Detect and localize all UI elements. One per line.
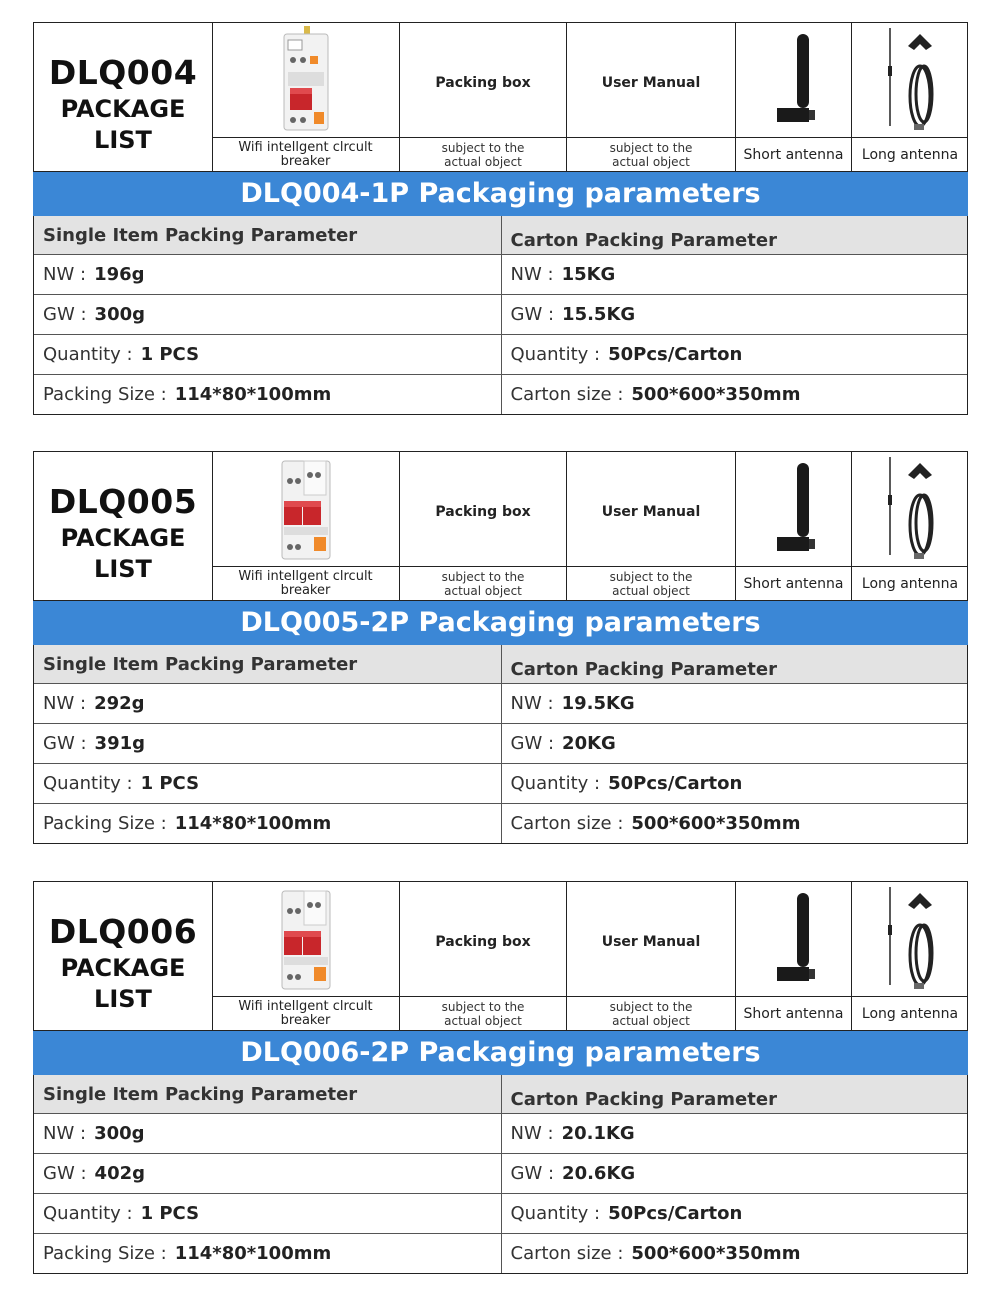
item-caption: [400, 566, 566, 600]
carton-cell: [501, 804, 968, 843]
item-caption: [400, 137, 566, 171]
single-item-header: Single Item Packing Parameter: [43, 224, 358, 246]
note-line: subject to the: [441, 569, 525, 584]
param-label: Quantity :: [510, 773, 601, 794]
carton-cell: [501, 375, 968, 414]
note-line: subject to the: [441, 999, 525, 1014]
package-list-table: [33, 22, 968, 172]
item-caption: Wifi intellgent clrcult breaker: [212, 566, 399, 600]
item-caption: Wifi intellgent clrcult breaker: [212, 996, 399, 1030]
item-caption: [567, 566, 735, 600]
note-line: actual object: [444, 583, 522, 598]
model-name: DLQ005: [48, 482, 198, 521]
package-list-table: [33, 881, 968, 1031]
param-value: 50Pcs/Carton: [608, 773, 743, 794]
param-label: GW :: [43, 733, 87, 754]
carton-cell: [501, 255, 968, 294]
table-row: [34, 334, 967, 374]
carton-header: Carton Packing Parameter: [501, 216, 968, 254]
param-label: NW :: [510, 1123, 554, 1144]
table-row: [34, 1113, 967, 1153]
user-manual-label: User Manual: [601, 504, 701, 520]
param-value: 292g: [94, 693, 145, 714]
param-label: Quantity :: [510, 1203, 601, 1224]
param-value: 1 PCS: [140, 773, 200, 794]
param-value: 15.5KG: [562, 304, 636, 325]
table-row: [34, 1193, 967, 1233]
package-word: PACKAGE: [60, 95, 186, 123]
table-row: [34, 1153, 967, 1193]
model-name: DLQ004: [48, 53, 198, 92]
note-line: subject to the: [609, 569, 693, 584]
table-header-row: [34, 1075, 967, 1113]
param-label: GW :: [510, 304, 555, 325]
param-value: 50Pcs/Carton: [608, 344, 743, 365]
item-caption: Wifi intellgent clrcult breaker: [212, 137, 399, 171]
short-antenna-image: [769, 889, 819, 989]
single-item-header: Single Item Packing Parameter: [43, 653, 358, 675]
packaging-parameters-banner: DLQ004-1P Packaging parameters: [33, 172, 968, 216]
packing-box-label: Packing box: [435, 934, 531, 950]
param-value: 15KG: [561, 264, 616, 285]
param-label: Packing Size :: [43, 384, 167, 405]
param-value: 20.1KG: [561, 1123, 635, 1144]
note-line: actual object: [444, 1013, 522, 1028]
single-item-cell: [34, 1194, 501, 1233]
item-caption: [567, 996, 735, 1030]
single-item-cell: [34, 804, 501, 843]
package-item-box: [400, 452, 567, 600]
packing-box-label: Packing box: [435, 504, 531, 520]
package-item-breaker: [212, 23, 400, 171]
param-label: Carton size :: [510, 1243, 624, 1264]
param-value: 402g: [94, 1163, 146, 1184]
list-word: LIST: [94, 985, 152, 1013]
circuit-breaker-image: [276, 26, 336, 134]
note-line: subject to the: [609, 140, 693, 155]
single-item-cell: [34, 684, 501, 723]
packaging-parameters-banner: DLQ006-2P Packaging parameters: [33, 1031, 968, 1075]
single-item-cell: [34, 255, 501, 294]
note-line: actual object: [612, 154, 690, 169]
package-section: [33, 881, 968, 1274]
carton-cell: [501, 1194, 968, 1233]
table-row: [34, 294, 967, 334]
carton-cell: [501, 295, 968, 334]
param-label: GW :: [510, 733, 555, 754]
item-caption: Short antenna: [736, 996, 851, 1030]
note-line: actual object: [612, 1013, 690, 1028]
param-label: Quantity :: [43, 773, 133, 794]
param-label: GW :: [510, 1163, 555, 1184]
package-list-title: [34, 23, 213, 171]
carton-cell: [501, 1114, 968, 1153]
long-antenna-image: [880, 455, 940, 563]
param-label: Carton size :: [510, 813, 624, 834]
package-item-long: [852, 23, 968, 171]
long-antenna-image: [880, 26, 940, 134]
circuit-breaker-image: [276, 885, 336, 993]
list-word: LIST: [94, 126, 152, 154]
param-value: 1 PCS: [140, 1203, 200, 1224]
param-label: GW :: [43, 304, 87, 325]
note-line: actual object: [444, 154, 522, 169]
package-item-manual: [567, 882, 736, 1030]
package-word: PACKAGE: [60, 954, 186, 982]
item-caption: Short antenna: [736, 566, 851, 600]
single-item-cell: [34, 295, 501, 334]
carton-cell: [501, 335, 968, 374]
package-item-breaker: [212, 452, 400, 600]
single-item-cell: [34, 375, 501, 414]
table-row: [34, 723, 967, 763]
package-list-table: [33, 451, 968, 601]
param-label: Carton size :: [510, 384, 624, 405]
item-caption: Short antenna: [736, 137, 851, 171]
packaging-parameters-table: [33, 1075, 968, 1274]
param-value: 500*600*350mm: [631, 1243, 801, 1264]
single-item-cell: [34, 335, 501, 374]
param-value: 19.5KG: [561, 693, 635, 714]
user-manual-label: User Manual: [601, 75, 701, 91]
table-row: [34, 1233, 967, 1273]
param-value: 50Pcs/Carton: [608, 1203, 743, 1224]
carton-cell: [501, 1234, 968, 1273]
single-item-cell: [34, 1114, 501, 1153]
param-value: 114*80*100mm: [174, 1243, 332, 1264]
package-item-short: [736, 452, 852, 600]
param-value: 1 PCS: [140, 344, 200, 365]
note-line: subject to the: [609, 999, 693, 1014]
param-value: 196g: [94, 264, 145, 285]
item-caption: Long antenna: [852, 566, 968, 600]
package-item-long: [852, 452, 968, 600]
note-line: subject to the: [441, 140, 525, 155]
table-row: [34, 803, 967, 843]
param-value: 20KG: [562, 733, 616, 754]
packaging-parameters-table: [33, 216, 968, 415]
param-label: NW :: [510, 264, 554, 285]
table-row: [34, 254, 967, 294]
package-section: [33, 22, 968, 415]
package-list-title: [34, 882, 213, 1030]
param-label: Quantity :: [510, 344, 601, 365]
table-header-row: [34, 645, 967, 683]
note-line: actual object: [612, 583, 690, 598]
package-list-title: [34, 452, 213, 600]
single-item-cell: [34, 724, 501, 763]
param-label: NW :: [43, 1123, 87, 1144]
carton-header: Carton Packing Parameter: [501, 645, 968, 683]
package-item-manual: [567, 23, 736, 171]
short-antenna-image: [769, 459, 819, 559]
item-caption: Long antenna: [852, 996, 968, 1030]
package-item-breaker: [212, 882, 400, 1030]
package-item-short: [736, 882, 852, 1030]
param-label: Quantity :: [43, 1203, 133, 1224]
packaging-parameters-banner: DLQ005-2P Packaging parameters: [33, 601, 968, 645]
package-item-box: [400, 23, 567, 171]
param-label: Packing Size :: [43, 813, 167, 834]
circuit-breaker-image: [276, 455, 336, 563]
param-value: 20.6KG: [562, 1163, 636, 1184]
package-section: [33, 451, 968, 844]
single-item-cell: [34, 1154, 501, 1193]
table-header-row: [34, 216, 967, 254]
param-label: Quantity :: [43, 344, 133, 365]
package-item-short: [736, 23, 852, 171]
item-caption: Long antenna: [852, 137, 968, 171]
param-label: NW :: [43, 693, 87, 714]
table-row: [34, 374, 967, 414]
param-value: 114*80*100mm: [174, 384, 332, 405]
table-row: [34, 763, 967, 803]
table-row: [34, 683, 967, 723]
package-item-manual: [567, 452, 736, 600]
short-antenna-image: [769, 30, 819, 130]
carton-cell: [501, 1154, 968, 1193]
param-label: NW :: [510, 693, 554, 714]
param-value: 500*600*350mm: [631, 813, 801, 834]
param-value: 391g: [94, 733, 146, 754]
single-item-header: Single Item Packing Parameter: [43, 1083, 358, 1105]
packaging-parameters-table: [33, 645, 968, 844]
param-value: 300g: [94, 1123, 145, 1144]
single-item-cell: [34, 764, 501, 803]
single-item-cell: [34, 1234, 501, 1273]
item-caption: [400, 996, 566, 1030]
item-caption: [567, 137, 735, 171]
carton-header: Carton Packing Parameter: [501, 1075, 968, 1113]
param-value: 114*80*100mm: [174, 813, 332, 834]
long-antenna-image: [880, 885, 940, 993]
param-label: GW :: [43, 1163, 87, 1184]
param-label: Packing Size :: [43, 1243, 167, 1264]
package-item-box: [400, 882, 567, 1030]
model-name: DLQ006: [48, 912, 198, 951]
param-value: 500*600*350mm: [631, 384, 801, 405]
carton-cell: [501, 684, 968, 723]
package-word: PACKAGE: [60, 524, 186, 552]
packing-box-label: Packing box: [435, 75, 531, 91]
param-label: NW :: [43, 264, 87, 285]
package-item-long: [852, 882, 968, 1030]
param-value: 300g: [94, 304, 146, 325]
user-manual-label: User Manual: [601, 934, 701, 950]
carton-cell: [501, 724, 968, 763]
carton-cell: [501, 764, 968, 803]
list-word: LIST: [94, 555, 152, 583]
